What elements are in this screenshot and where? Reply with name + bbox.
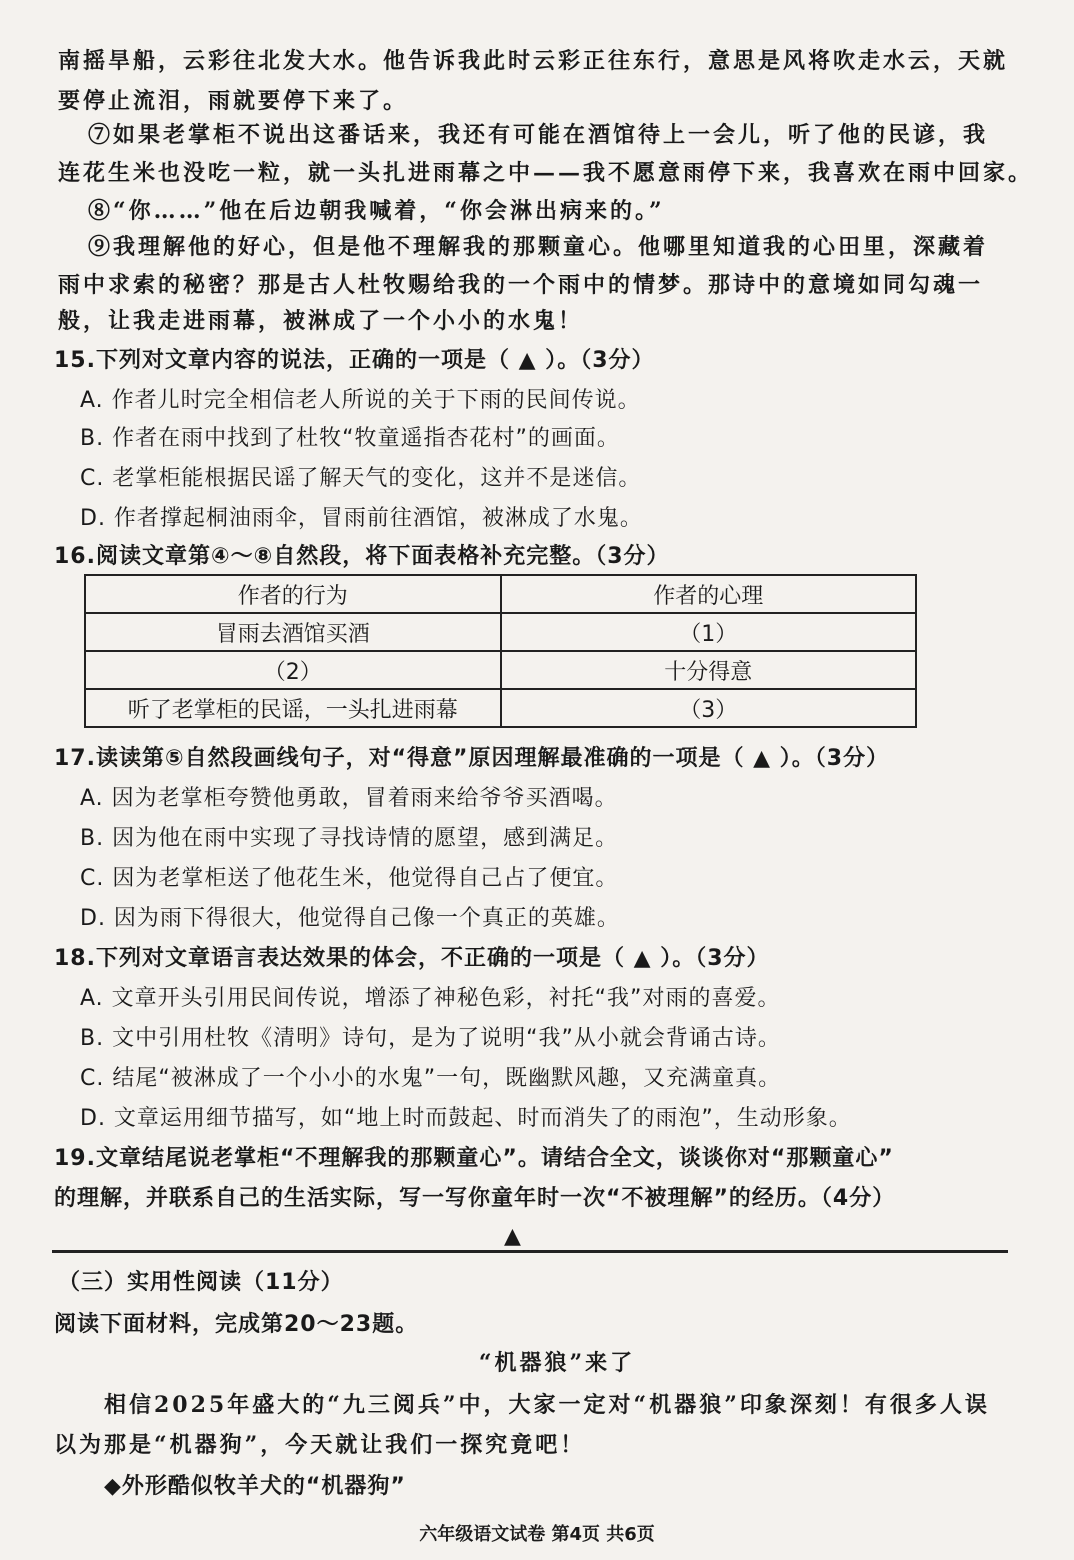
question-17-option-d: D. 因为雨下得很大，他觉得自己像一个真正的英雄。	[80, 906, 620, 931]
table-cell-blank: （1）	[501, 613, 917, 651]
behavior-psychology-table	[84, 574, 917, 728]
question-17-option-b: B. 因为他在雨中实现了寻找诗情的愿望，感到满足。	[80, 826, 619, 851]
table-row	[85, 651, 916, 689]
table-cell: 十分得意	[501, 651, 917, 689]
question-18-stem: 18.下列对文章语言表达效果的体会，不正确的一项是（ ▲ ）。（3分）	[54, 946, 770, 971]
passage-paragraph-9: ⑨我理解他的好心，但是他不理解我的那颗童心。他哪里知道我的心田里，深藏着	[88, 234, 989, 260]
article-paragraph: 以为那是“机器狗”，今天就让我们一探究竟吧！	[54, 1432, 586, 1458]
question-15-option-c: C. 老掌柜能根据民谣了解天气的变化，这并不是迷信。	[80, 466, 642, 491]
passage-line: 雨中求索的秘密？那是古人杜牧赐给我的一个雨中的情梦。那诗中的意境如同勾魂一	[58, 272, 984, 298]
question-19-stem: 19.文章结尾说老掌柜“不理解我的那颗童心”。请结合全文，谈谈你对“那颗童心”	[54, 1146, 894, 1171]
table-row	[85, 689, 916, 727]
article-paragraph: 相信2025年盛大的“九三阅兵”中，大家一定对“机器狼”印象深刻！有很多人误	[104, 1392, 990, 1418]
question-18-option-d: D. 文章运用细节描写，如“地上时而鼓起、时而消失了的雨泡”，生动形象。	[80, 1106, 852, 1131]
section-instruction: 阅读下面材料，完成第20～23题。	[54, 1312, 419, 1337]
passage-paragraph-8: ⑧“你……”他在后边朝我喊着，“你会淋出病来的。”	[88, 198, 665, 224]
table-cell: 听了老掌柜的民谣，一头扎进雨幕	[85, 689, 501, 727]
question-15-option-d: D. 作者撑起桐油雨伞，冒雨前往酒馆，被淋成了水鬼。	[80, 506, 643, 531]
question-18-option-b: B. 文中引用杜牧《清明》诗句，是为了说明“我”从小就会背诵古诗。	[80, 1026, 781, 1051]
table-cell-blank: （3）	[501, 689, 917, 727]
article-title: “机器狼”来了	[478, 1350, 636, 1376]
passage-line: 连花生米也没吃一粒，就一头扎进雨幕之中——我不愿意雨停下来，我喜欢在雨中回家。	[58, 160, 1034, 186]
question-16-stem: 16.阅读文章第④～⑧自然段，将下面表格补充完整。（3分）	[54, 544, 670, 569]
question-18-option-c: C. 结尾“被淋成了一个小小的水鬼”一句，既幽默风趣，又充满童真。	[80, 1066, 782, 1091]
section-heading: （三）实用性阅读（11分）	[58, 1270, 344, 1295]
answer-line	[52, 1250, 1008, 1253]
passage-line: 般，让我走进雨幕，被淋成了一个小小的水鬼！	[58, 308, 584, 334]
passage-paragraph-7: ⑦如果老掌柜不说出这番话来，我还有可能在酒馆待上一会儿，听了他的民谚，我	[88, 122, 989, 148]
question-15-stem: 15.下列对文章内容的说法，正确的一项是（ ▲ ）。（3分）	[54, 348, 655, 373]
table-header: 作者的心理	[501, 575, 917, 613]
page-footer: 六年级语文试卷 第4页 共6页	[419, 1524, 655, 1545]
table-cell: 冒雨去酒馆买酒	[85, 613, 501, 651]
table-row	[85, 613, 916, 651]
passage-line: 要停止流泪，雨就要停下来了。	[58, 88, 409, 114]
table-cell-blank: （2）	[85, 651, 501, 689]
question-17-stem: 17.读读第⑤自然段画线句子，对“得意”原因理解最准确的一项是（ ▲ ）。（3分）	[54, 746, 890, 771]
question-18-option-a: A. 文章开头引用民间传说，增添了神秘色彩，衬托“我”对雨的喜爱。	[80, 986, 781, 1011]
question-15-option-a: A. 作者儿时完全相信老人所说的关于下雨的民间传说。	[80, 388, 641, 413]
question-17-option-c: C. 因为老掌柜送了他花生米，他觉得自己占了便宜。	[80, 866, 619, 891]
passage-line: 南摇旱船，云彩往北发大水。他告诉我此时云彩正往东行，意思是风将吹走水云，天就	[58, 48, 1009, 74]
article-subheading: ◆外形酷似牧羊犬的“机器狗”	[104, 1474, 406, 1499]
question-17-option-a: A. 因为老掌柜夸赞他勇敢，冒着雨来给爷爷买酒喝。	[80, 786, 618, 811]
question-15-option-b: B. 作者在雨中找到了杜牧“牧童遥指杏花村”的画面。	[80, 426, 620, 451]
question-19-stem: 的理解，并联系自己的生活实际，写一写你童年时一次“不被理解”的经历。（4分）	[54, 1186, 896, 1211]
answer-mark: ▲	[504, 1224, 521, 1249]
table-header: 作者的行为	[85, 575, 501, 613]
